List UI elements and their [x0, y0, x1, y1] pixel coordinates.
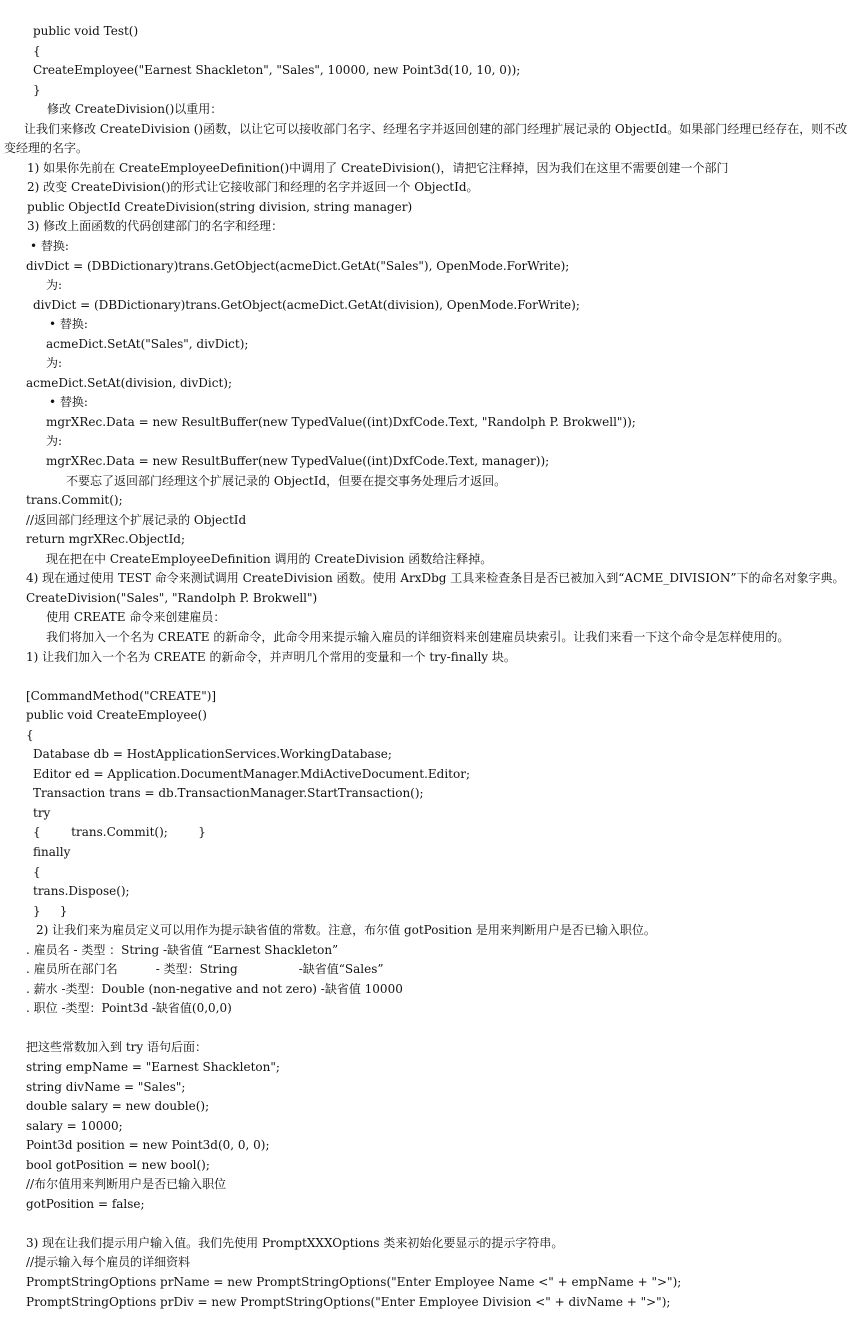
code-line: PromptStringOptions prDiv = new PromptStringOptions("Enter Employee Division <" + divName + ">");	[26, 1294, 671, 1309]
code-line: {	[33, 43, 41, 58]
code-line: Editor ed = Application.DocumentManager.MdiActiveDocument.Editor;	[33, 766, 470, 781]
code-line: divDict = (DBDictionary)trans.GetObject(acmeDict.GetAt(division), OpenMode.ForWrite);	[33, 297, 580, 312]
step-text: 1) 让我们加入一个名为 CREATE 的新命令，并声明几个常用的变量和一个 try-finally 块。	[26, 649, 516, 664]
list-item: . 薪水 -类型：Double (non-negative and not zero) -缺省值 10000	[26, 981, 403, 996]
step-text: 2) 改变 CreateDivision()的形式让它接收部门和经理的名字并返回一个 ObjectId。	[27, 180, 479, 195]
bullet-item: • 替换:	[30, 239, 69, 254]
code-line: finally	[33, 844, 71, 859]
code-line: divDict = (DBDictionary)trans.GetObject(acmeDict.GetAt("Sales"), OpenMode.ForWrite);	[26, 258, 570, 273]
code-line: PromptStringOptions prName = new PromptStringOptions("Enter Employee Name <" + empName + ">");	[26, 1275, 682, 1289]
code-line: salary = 10000;	[26, 1118, 123, 1133]
code-line: {	[26, 727, 34, 742]
step-text: 3) 修改上面函数的代码创建部门的名字和经理：	[27, 219, 284, 234]
code-line: double salary = new double();	[26, 1099, 210, 1114]
step-text: 4) 现在通过使用 TEST 命令来测试调用 CreateDivision 函数。使用 ArxDbg 工具来检查条目是否已被加入到“ACME_DIVISION”下的命名对象字典。	[26, 571, 845, 586]
step-text: 1) 如果你先前在 CreateEmployeeDefinition()中调用了 CreateDivision()，请把它注释掉，因为我们在这里不需要创建一个部门	[27, 160, 729, 175]
step-text: 2) 让我们来为雇员定义可以用作为提示缺省值的常数。注意，布尔值 gotPosition 是用来判断用户是否已输入职位。	[36, 923, 656, 938]
blank-line	[0, 1019, 860, 1039]
code-comment: //提示输入每个雇员的详细资料	[26, 1255, 191, 1270]
code-line: mgrXRec.Data = new ResultBuffer(new TypedValue((int)DxfCode.Text, "Randolph P. Brokwell"));	[46, 414, 636, 429]
code-line: { trans.Commit(); }	[33, 825, 206, 840]
code-line: Point3d position = new Point3d(0, 0, 0);	[26, 1138, 270, 1153]
code-line: acmeDict.SetAt("Sales", divDict);	[46, 336, 249, 351]
code-line: trans.Dispose();	[33, 884, 130, 899]
code-line: bool gotPosition = new bool();	[26, 1157, 210, 1172]
list-item: . 雇员名 - 类型 ：String -缺省值 “Earnest Shackleton”	[26, 942, 339, 957]
list-item: . 雇员所在部门名 - 类型：String -缺省值“Sales”	[26, 962, 384, 977]
code-line: try	[33, 805, 51, 820]
text-line: 为:	[46, 278, 63, 293]
text-line: 把这些常数加入到 try 语句后面：	[26, 1040, 207, 1055]
section-heading: 使用 CREATE 命令来创建雇员：	[46, 610, 226, 625]
code-line: mgrXRec.Data = new ResultBuffer(new TypedValue((int)DxfCode.Text, manager));	[46, 454, 550, 469]
code-line: {	[33, 864, 41, 879]
text-line: 现在把在中 CreateEmployeeDefinition 调用的 CreateDivision 函数给注释掉。	[46, 551, 493, 566]
blank-line	[0, 667, 860, 687]
code-line: }	[33, 82, 41, 97]
code-line: return mgrXRec.ObjectId;	[26, 532, 186, 547]
code-line: [CommandMethod("CREATE")]	[26, 688, 217, 703]
code-line: Database db = HostApplicationServices.WorkingDatabase;	[33, 747, 392, 762]
text-line: 为:	[46, 356, 63, 371]
code-line: CreateDivision("Sales", "Randolph P. Brokwell")	[26, 590, 318, 605]
code-line: public void CreateEmployee()	[26, 708, 207, 723]
blank-line	[0, 1214, 860, 1234]
code-line: string empName = "Earnest Shackleton";	[26, 1059, 280, 1074]
bullet-item: • 替换:	[49, 395, 88, 410]
step-text: 3) 现在让我们提示用户输入值。我们先使用 PromptXXXOptions 类来初始化要显示的提示字符串。	[26, 1235, 564, 1250]
section-heading: 修改 CreateDivision()以重用：	[47, 102, 223, 117]
code-line: public ObjectId CreateDivision(string division, string manager)	[27, 199, 413, 214]
code-comment: //返回部门经理这个扩展记录的 ObjectId	[26, 512, 247, 527]
bullet-item: • 替换:	[49, 317, 88, 332]
code-line: acmeDict.SetAt(division, divDict);	[26, 375, 233, 390]
text-line: 为:	[46, 434, 63, 449]
code-line: } }	[33, 903, 68, 918]
paragraph: 我们将加入一个名为 CREATE 的新命令，此命令用来提示输入雇员的详细资料来创建雇员块索引。让我们来看一下这个命令是怎样使用的。	[46, 629, 790, 644]
code-line: CreateEmployee("Earnest Shackleton", "Sales", 10000, new Point3d(10, 10, 0));	[33, 63, 521, 78]
list-item: . 职位 -类型：Point3d -缺省值(0,0,0)	[26, 1001, 232, 1016]
paragraph: 让我们来修改 CreateDivision ()函数，以让它可以接收部门名字、经理名字并返回创建的部门经理扩展记录的 ObjectId。如果部门经理已经存在，则不改变经理的名字。	[4, 121, 848, 156]
code-comment: //布尔值用来判断用户是否已输入职位	[26, 1177, 227, 1192]
code-line: string divName = "Sales";	[26, 1079, 186, 1094]
code-line: public void Test()	[33, 24, 139, 38]
code-line: Transaction trans = db.TransactionManager.StartTransaction();	[33, 786, 424, 801]
code-line: trans.Commit();	[26, 493, 123, 508]
code-line: gotPosition = false;	[26, 1196, 145, 1211]
note-text: 不要忘了返回部门经理这个扩展记录的 ObjectId，但要在提交事务处理后才返回。	[66, 473, 507, 488]
